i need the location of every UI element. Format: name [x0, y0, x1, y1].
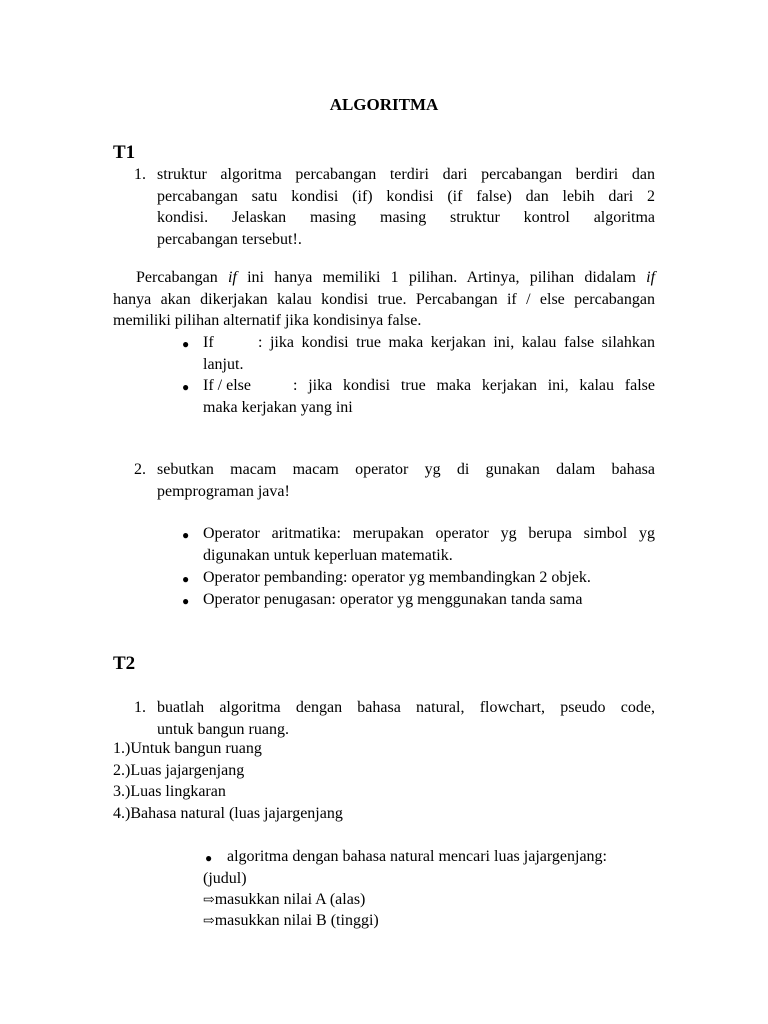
bullet-text — [258, 332, 655, 354]
natural-bullet-text: algoritma dengan bahasa natural mencari luas jajargenjang: — [227, 848, 607, 865]
text-line: sebutkan macam macam operator yg di gunakan dalam bahasa — [157, 461, 655, 478]
question-1-text — [157, 164, 655, 250]
text-line: pemprograman java! — [157, 482, 290, 500]
question-2-text — [157, 459, 655, 502]
answer-line-1 — [113, 267, 655, 289]
bullet-icon: ● — [182, 528, 190, 542]
bullet-icon: ● — [182, 337, 190, 351]
bullet-icon: ● — [205, 851, 213, 865]
operator-item: Operator penugasan: operator yg menggunakan tanda sama — [203, 591, 583, 608]
bullet-icon: ● — [182, 594, 190, 608]
arrow-icon: ⇨ — [203, 914, 215, 929]
answer-line-2: hanya akan dikerjakan kalau kondisi true. Percabangan if / else percabangan — [113, 290, 655, 308]
bullet-icon: ● — [182, 572, 190, 586]
answer-line-3: memiliki pilihan alternatif jika kondisinya false. — [113, 312, 422, 329]
list-item: 3.)Luas lingkaran — [113, 783, 226, 800]
text-line: : jika kondisi true maka kerjakan ini, kalau false silahkan — [258, 334, 655, 351]
text-line: kondisi. Jelaskan masing masing struktur kontrol algoritma — [157, 209, 655, 226]
bullet-label-if: If — [203, 334, 214, 351]
question-number: 1. — [134, 699, 146, 716]
natural-sub: (judul) — [203, 870, 247, 887]
text-line: : jika kondisi true maka kerjakan ini, kalau false — [293, 377, 655, 394]
question-number: 1. — [134, 166, 146, 183]
step-item — [203, 889, 365, 912]
section-heading-t1: T1 — [113, 142, 136, 163]
bullet-text — [293, 375, 655, 397]
operator-item — [203, 523, 655, 566]
text-span: ini hanya memiliki 1 pilihan. Artinya, pilihan didalam — [236, 269, 647, 286]
text-line: struktur algoritma percabangan terdiri dari percabangan berdiri dan — [157, 166, 655, 183]
bullet-label-if-else: If / else — [203, 377, 251, 394]
operator-item: Operator pembanding: operator yg membandingkan 2 objek. — [203, 569, 591, 586]
text-line: digunakan untuk keperluan matematik. — [203, 546, 453, 564]
question-number: 2. — [134, 461, 146, 478]
answer-paragraph — [113, 267, 655, 332]
list-item: 2.)Luas jajargenjang — [113, 761, 245, 779]
bullet-text-cont: lanjut. — [203, 356, 244, 373]
text-line: untuk bangun ruang. — [157, 720, 289, 738]
text-line: buatlah algoritma dengan bahasa natural, flowchart, pseudo code, — [157, 699, 655, 716]
t2-question-text — [157, 697, 655, 740]
step-item — [203, 910, 379, 933]
text-line: percabangan satu kondisi (if) kondisi (if false) dan lebih dari 2 — [157, 187, 655, 205]
list-item: 4.)Bahasa natural (luas jajargenjang — [113, 804, 343, 822]
numbered-list — [113, 738, 343, 824]
step-text: masukkan nilai A (alas) — [214, 891, 366, 908]
bullet-icon: ● — [182, 380, 190, 394]
italic-if: if — [646, 269, 656, 286]
document-title: ALGORITMA — [329, 95, 439, 114]
step-text: masukkan nilai B (tinggi) — [214, 912, 379, 929]
section-heading-t2: T2 — [113, 653, 136, 674]
text-span: Percabangan — [136, 269, 228, 286]
text-line: Operator aritmatika: merupakan operator yg berupa simbol yg — [203, 525, 655, 542]
bullet-text-cont: maka kerjakan yang ini — [203, 399, 353, 416]
italic-if: if — [227, 269, 237, 286]
arrow-icon: ⇨ — [203, 893, 215, 908]
text-line: percabangan tersebut!. — [157, 230, 302, 248]
list-item: 1.)Untuk bangun ruang — [113, 740, 262, 757]
